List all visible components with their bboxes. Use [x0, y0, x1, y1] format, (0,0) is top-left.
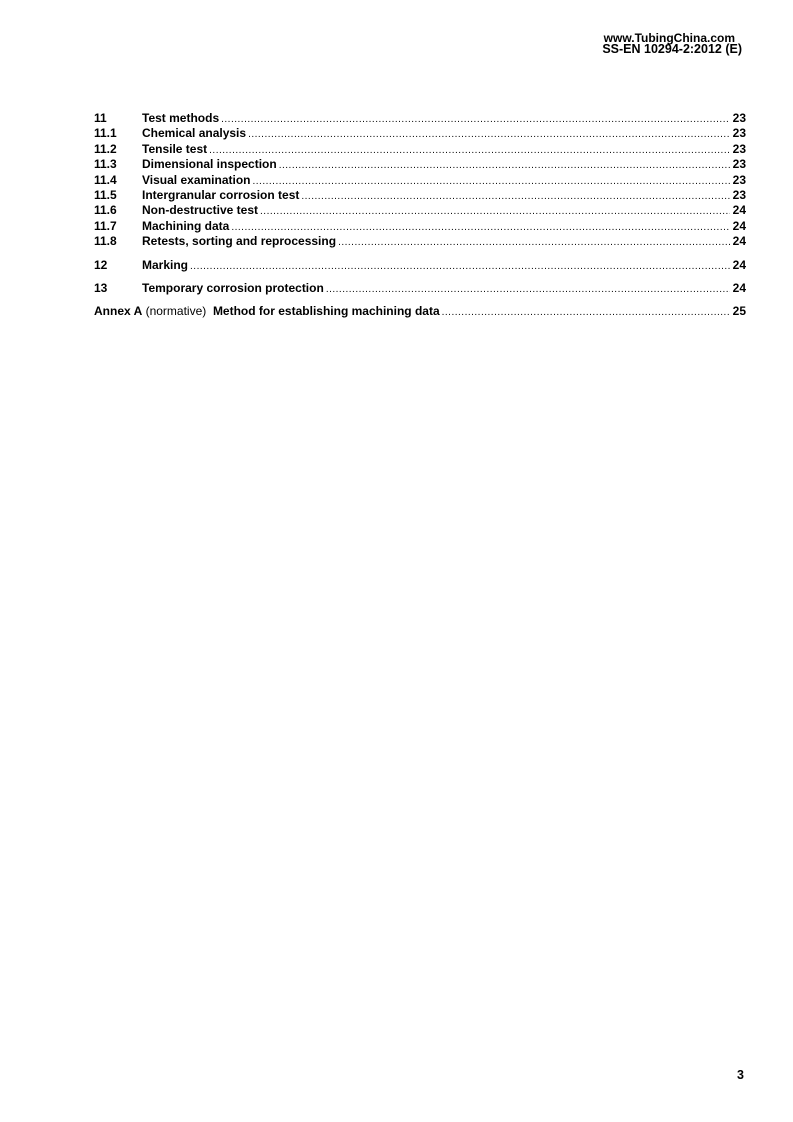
table-of-contents	[94, 111, 746, 320]
toc-entry-11-2[interactable]	[94, 142, 746, 157]
toc-entry-11-7[interactable]	[94, 219, 746, 234]
toc-entry-page: 23	[732, 187, 746, 202]
toc-entry-page: 24	[732, 218, 746, 233]
toc-entry-page: 23	[732, 157, 746, 172]
toc-entry-11-3[interactable]	[94, 157, 746, 172]
annex-page: 25	[732, 304, 746, 319]
document-id: SS-EN 10294-2:2012 (E)	[602, 42, 742, 56]
toc-entry-number: 11.8	[94, 234, 117, 249]
toc-entry-title: Machining data	[142, 218, 230, 233]
toc-entry-number: 11.4	[94, 172, 117, 187]
toc-dot-leader	[231, 220, 730, 235]
toc-entry-11-6[interactable]	[94, 203, 746, 218]
toc-entry-11-8[interactable]	[94, 234, 746, 249]
toc-entry-number: 11.7	[94, 218, 117, 233]
toc-entry-title: Retests, sorting and reprocessing	[142, 234, 337, 249]
toc-entry-page: 24	[732, 257, 746, 272]
toc-entry-page: 23	[732, 126, 746, 141]
toc-entry-number: 11	[94, 111, 107, 125]
toc-dot-leader	[326, 282, 730, 297]
toc-entry-number: 11.2	[94, 141, 117, 156]
toc-dot-leader	[209, 143, 730, 158]
annex-type: (normative)	[145, 304, 207, 319]
toc-dot-leader	[248, 127, 730, 142]
toc-entry-number: 11.3	[94, 157, 117, 172]
toc-entry-number: 11.5	[94, 187, 117, 202]
toc-entry-13[interactable]	[94, 281, 746, 296]
toc-entry-annex-a[interactable]	[94, 304, 746, 319]
toc-entry-12[interactable]	[94, 258, 746, 273]
toc-dot-leader	[301, 189, 730, 204]
toc-dot-leader	[253, 174, 731, 189]
watermark-url: www.TubingChina.com	[603, 31, 735, 45]
toc-entry-page: 23	[732, 111, 746, 125]
toc-entry-page: 24	[732, 203, 746, 218]
toc-entry-title: Non-destructive test	[142, 203, 259, 218]
toc-entry-title: Marking	[142, 257, 189, 272]
toc-entry-page: 24	[732, 234, 746, 249]
toc-dot-leader	[221, 112, 730, 127]
toc-entry-11-4[interactable]	[94, 173, 746, 188]
toc-dot-leader	[190, 259, 730, 274]
toc-entry-title: Chemical analysis	[142, 126, 247, 141]
toc-entry-number: 11.1	[94, 126, 117, 141]
toc-dot-leader	[442, 305, 730, 320]
toc-entry-title: Dimensional inspection	[142, 157, 277, 172]
page-number: 3	[737, 1068, 744, 1082]
toc-entry-number: 12	[94, 257, 108, 272]
toc-entry-11-1[interactable]	[94, 126, 746, 141]
annex-label: Annex A	[94, 304, 143, 319]
toc-dot-leader	[260, 204, 730, 219]
toc-entry-title: Visual examination	[142, 172, 251, 187]
toc-entry-number: 11.6	[94, 203, 117, 218]
toc-entry-page: 23	[732, 141, 746, 156]
toc-entry-title: Test methods	[142, 111, 220, 125]
toc-dot-leader	[279, 158, 730, 173]
toc-entry-page: 23	[732, 172, 746, 187]
toc-entry-title: Tensile test	[142, 141, 208, 156]
toc-entry-11[interactable]	[94, 111, 746, 126]
toc-entry-title: Temporary corrosion protection	[142, 280, 324, 295]
toc-entry-title: Intergranular corrosion test	[142, 187, 300, 202]
annex-title: Method for establishing machining data	[212, 304, 440, 319]
toc-entry-page: 24	[732, 280, 746, 295]
toc-entry-11-5[interactable]	[94, 188, 746, 203]
toc-dot-leader	[338, 235, 730, 250]
toc-entry-number: 13	[94, 280, 108, 295]
